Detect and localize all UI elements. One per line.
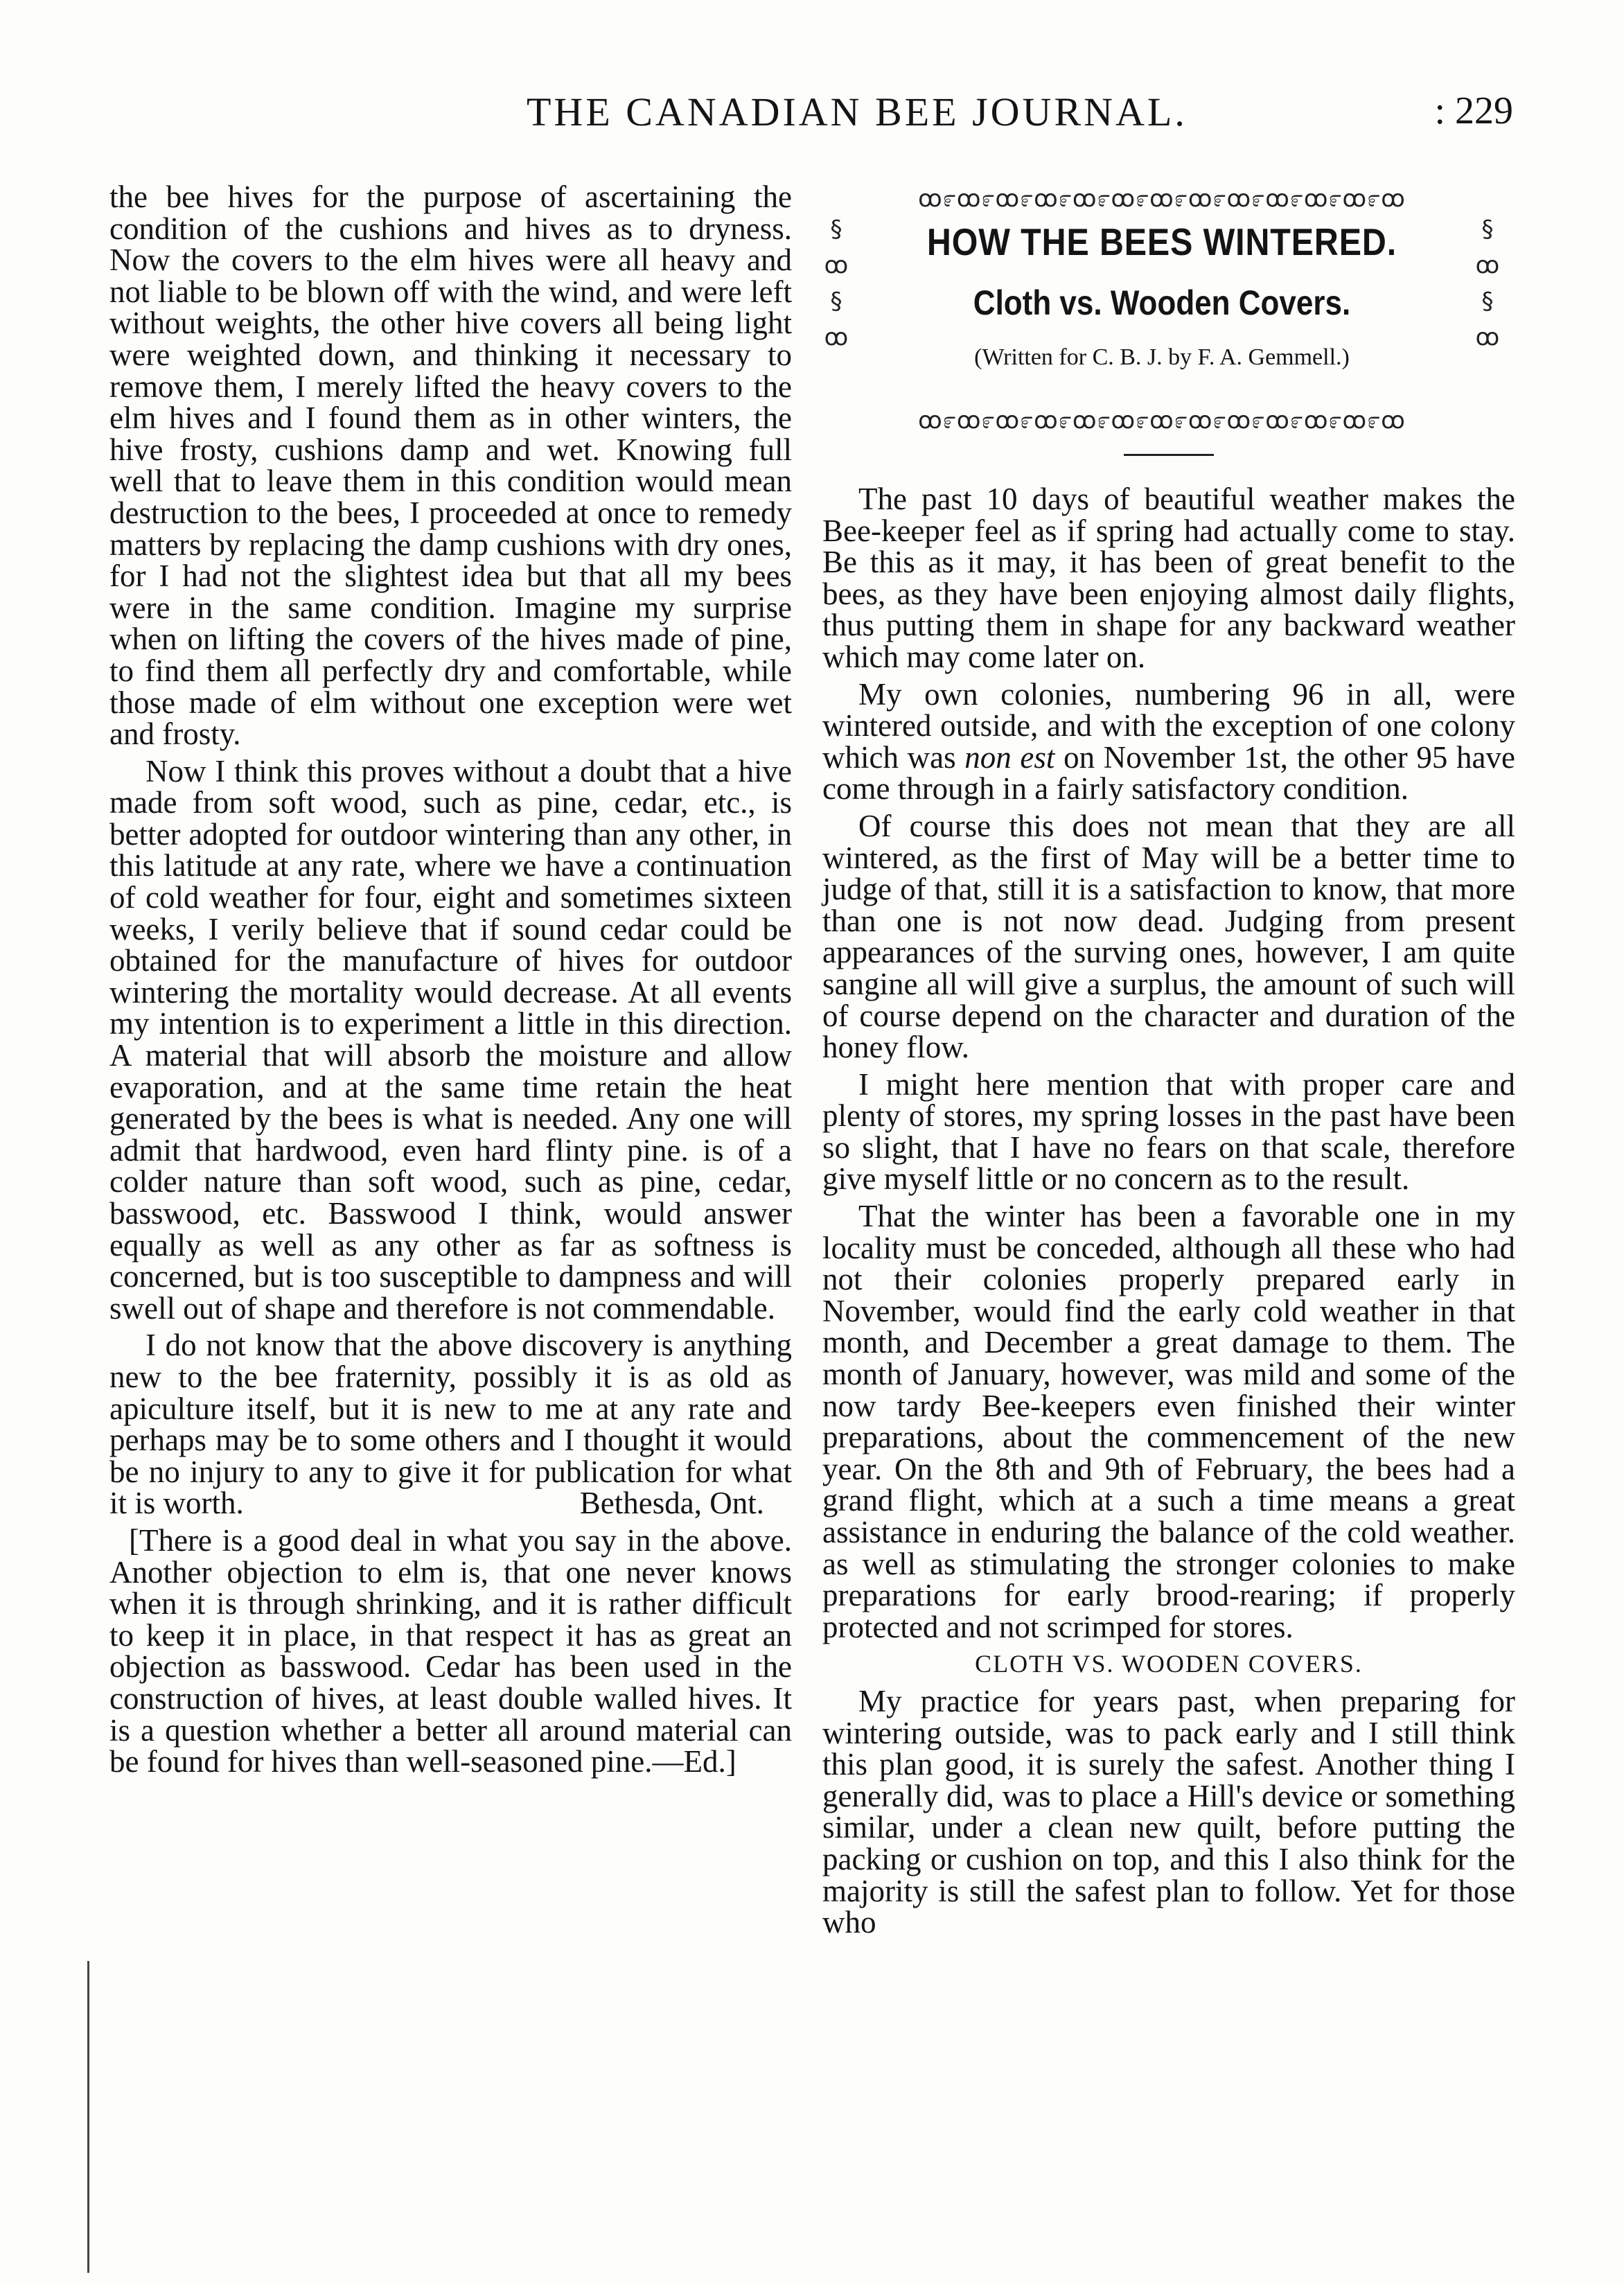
- article-title-box: [822, 184, 1501, 433]
- author-location: Bethesda, Ont.: [579, 1486, 764, 1521]
- paragraph: [109, 1330, 792, 1520]
- latin-phrase: non est: [964, 739, 1055, 775]
- page-number: : 229: [1434, 89, 1513, 132]
- paragraph: Now I think this proves without a doubt that a hive made from soft wood, such as pine, cedar, etc., is better adopted for outdoor wintering than any other, in this latitude at any rate, where we have a continuation of cold weather for four, eight and sometimes sixteen weeks, I verily believe that if sound cedar could be obtained for the manufacture of hives for outdoor wintering the mortality would decrease. At all events my intention is to experiment a little in this direction. A material that will absorb the moisture and allow evaporation, and at the same time retain the heat generated by the bees is what is needed. Any one will admit that hardwood, even hard flinty pine. is of a colder nature than soft wood, such as pine, cedar, basswood, etc. Basswood I think, would answer equally as well as any other as far as softness is concerned, but is too susceptible to dampness and will swell out of shape and therefore is not commendable.: [109, 753, 792, 1326]
- paragraph: Of course this does not mean that they are all wintered, as the first of May will be a better time to judge of that, still it is a satisfaction to know, that more than one is not now dead. Judging from present appearances of the surving ones, however, I am quite sangine all will give a surplus, the amount of such will of course depend on the character and duration of the honey flow.: [822, 808, 1515, 1065]
- paragraph: The past 10 days of beautiful weather makes the Bee-keeper feel as if spring had actually come to stay. Be this as it may, it has been of great benefit to the bees, as they have been enjoying almost daily flights, thus putting them in shape for any backward weather which may come later on.: [822, 482, 1515, 674]
- left-column: [109, 179, 792, 1784]
- article-title: HOW THE BEES WINTERED.: [926, 220, 1397, 263]
- divider-rule: [1124, 454, 1214, 456]
- ornamental-border-right: § ꝏ § ꝏ: [1475, 216, 1500, 351]
- paragraph: My practice for years past, when preparing for wintering outside, was to pack early and I still think this plan good, it is surely the safest. Another thing I generally did, was to place a Hill's device or something similar, under a clean new quilt, before putting the packing or cushion on top, and this I also think for the majority is still the safest plan to follow. Yet for those who: [822, 1683, 1515, 1940]
- paragraph: I might here mention that with proper care and plenty of stores, my spring losses in the past have been so slight, that I have no fears on that scale, therefore give myself little or no concern as to the result.: [822, 1066, 1515, 1197]
- paragraph: That the winter has been a favorable one in my locality must be conceded, although all these who had not their colonies properly prepared early in November, would find the early cold weather in that month, and December a great damage to them. The month of January, however, was mild and some of the now tardy Bee-keepers even finished their winter preparations, about the commencement of the new year. On the 8th and 9th of February, the bees had a grand flight, which at a such a time means a great assistance in enduring the balance of the cold weather. as well as stimulating the stronger colonies to make preparations for early brood-rearing; if properly protected and not scrimped for stores.: [822, 1199, 1515, 1644]
- page-header: [83, 89, 1541, 144]
- right-column: [822, 184, 1515, 1944]
- paragraph: the bee hives for the purpose of ascertaining the condition of the cushions and hives as to dryness. Now the covers to the elm hives were all heavy and not liable to be blown off with the wind, and were left without weights, the other hive covers all being light were weighted down, and thinking it necessary to remove them, I merely lifted the heavy covers to the elm hives and I found them as in other winters, the hive frosty, cushions damp and wet. Knowing full well that to leave them in this condition would mean destruction to the bees, I proceeded at once to remedy matters by replacing the damp cushions with dry ones, for I had not the slightest idea but that all my bees were in the same condition. Imagine my surprise when on lifting the covers of the hives made of pine, to find them all perfectly dry and comfortable, while those made of elm without one exception were wet and frosty.: [109, 179, 792, 752]
- scan-edge-mark: [87, 1961, 89, 2273]
- section-heading: CLOTH VS. WOODEN COVERS.: [975, 1650, 1363, 1678]
- paragraph-text: on November 1st, the other 95 have come through in a fairly satisfactory condition.: [822, 739, 1516, 807]
- ornamental-border-bottom: ꝏ೯ꝏ೯ꝏ೯ꝏ೯ꝏ೯ꝏ೯ꝏ೯ꝏ೯ꝏ೯ꝏ೯ꝏ೯ꝏ೯ꝏ: [918, 407, 1406, 433]
- editor-note: [There is a good deal in what you say in the above. Another objection to elm is, that one never knows when it is through shrinking, and it is rather difficult to keep it in place, in that respect it has as great an objection as basswood. Cedar has been used in the construction of hives, at least double walled hives. It is a question whether a better all around material can be found for hives than well-seasoned pine.—Ed.]: [109, 1522, 792, 1779]
- paragraph-text: I do not know that the above discovery is anything new to the bee fraternity, possibly it is as old as apiculture itself, but it is new to me at any rate and perhaps may be to some others and I thought it would be no injury to any to give it for publication for what it is worth.: [109, 1328, 792, 1521]
- article-byline: (Written for C. B. J. by F. A. Gemmell.): [974, 344, 1350, 370]
- paragraph-text: My own colonies, numbering 96 in all, were wintered outside, and with the exception of one colony which was: [822, 676, 1515, 775]
- paragraph: [822, 676, 1516, 807]
- ornamental-border-left: § ꝏ § ꝏ: [824, 216, 849, 351]
- article-subtitle: Cloth vs. Wooden Covers.: [973, 283, 1351, 322]
- running-title: THE CANADIAN BEE JOURNAL.: [527, 89, 1188, 134]
- ornamental-border-top: ꝏ೯ꝏ೯ꝏ೯ꝏ೯ꝏ೯ꝏ೯ꝏ೯ꝏ೯ꝏ೯ꝏ೯ꝏ೯ꝏ೯ꝏ: [918, 185, 1406, 211]
